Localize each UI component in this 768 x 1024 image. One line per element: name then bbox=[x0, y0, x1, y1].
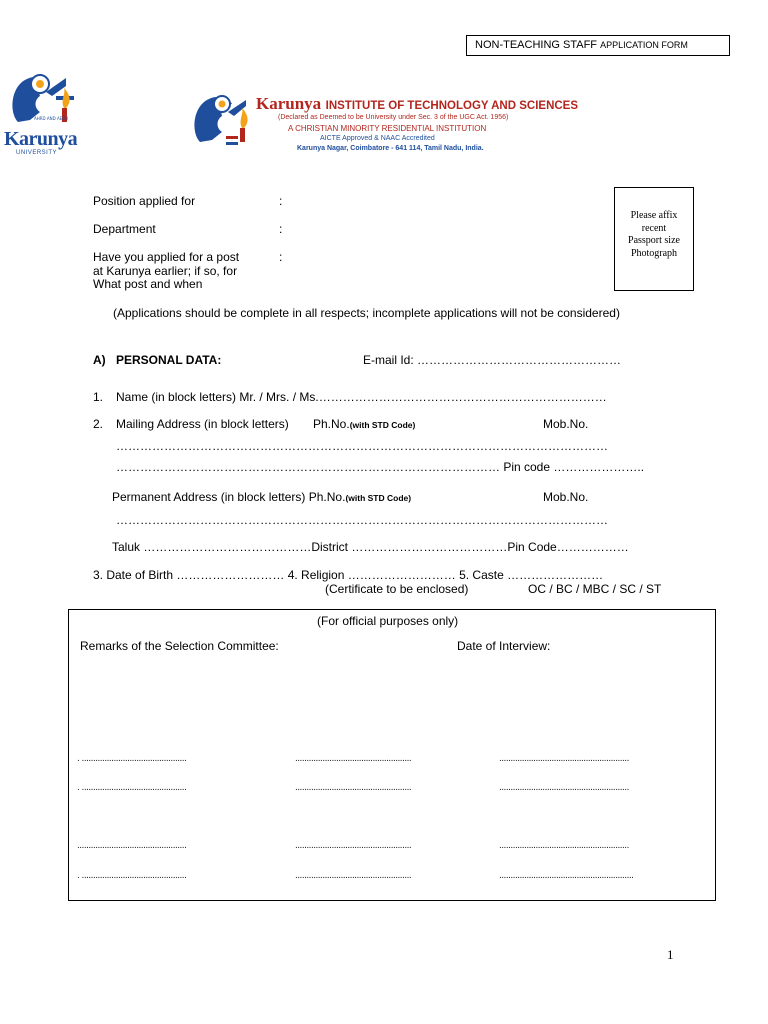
permanent-mobile-field[interactable]: Mob.No. bbox=[543, 490, 589, 504]
department-colon: : bbox=[279, 222, 283, 236]
page-number: 1 bbox=[667, 947, 674, 962]
photo-box-line2: recent bbox=[641, 222, 667, 234]
taluk-district-pincode-line[interactable]: Taluk ……………………………………District …………………………………Pin Code……………… bbox=[112, 540, 629, 554]
applied-earlier-label-line1: Have you applied for a post bbox=[93, 250, 240, 264]
interview-date-label: Date of Interview: bbox=[457, 639, 551, 653]
certificate-note: (Certificate to be enclosed) bbox=[325, 582, 469, 596]
photo-box bbox=[614, 187, 694, 291]
mailing-address-label: Mailing Address (in block letters) bbox=[116, 417, 289, 431]
remarks-label: Remarks of the Selection Committee: bbox=[80, 639, 279, 653]
dob-religion-caste-line[interactable]: 3. Date of Birth ……………………… 4. Religion ……………………… 5. Caste …………………… bbox=[93, 568, 604, 582]
name-number: 1. bbox=[93, 390, 104, 404]
mailing-phone-std: (with STD Code) bbox=[349, 420, 416, 430]
position-label: Position applied for bbox=[93, 194, 196, 208]
form-code-small: APPLICATION FORM bbox=[600, 40, 688, 50]
permanent-address-label[interactable] bbox=[112, 490, 411, 505]
signature-line-4a[interactable]: . .............................................. bbox=[77, 870, 187, 881]
section-title: PERSONAL DATA: bbox=[116, 353, 222, 367]
photo-box-line3: Passport size bbox=[628, 235, 680, 246]
caste-options: OC / BC / MBC / SC / ST bbox=[528, 582, 662, 596]
department-field[interactable] bbox=[292, 216, 592, 236]
letterhead-institute: INSTITUTE OF TECHNOLOGY AND SCIENCES bbox=[325, 100, 579, 112]
letterhead-title bbox=[256, 94, 578, 114]
logo-wordmark: Karunya bbox=[4, 128, 78, 150]
mailing-address-line2-pincode[interactable]: …………………………………………………………………………………… Pin code ………………….. bbox=[116, 460, 645, 474]
signature-line-4c[interactable]: ........................................................... bbox=[499, 870, 634, 881]
mailing-phone-label[interactable] bbox=[313, 417, 415, 432]
karunya-emblem-icon bbox=[4, 70, 80, 132]
signature-line-2b[interactable]: ................................................... bbox=[295, 782, 412, 793]
permanent-address-line[interactable]: …………………………………………………………………………………………………………… bbox=[116, 513, 608, 527]
seal-text: AHRD AND AERO bbox=[34, 116, 69, 121]
institute-emblem-icon bbox=[190, 92, 252, 152]
signature-line-1b[interactable]: ................................................... bbox=[295, 753, 412, 764]
official-use-box bbox=[68, 609, 716, 901]
form-code-main: NON-TEACHING STAFF bbox=[475, 39, 601, 51]
signature-line-1a[interactable]: . .............................................. bbox=[77, 753, 187, 764]
applied-earlier-colon: : bbox=[279, 250, 283, 264]
photo-box-line4: Photograph bbox=[630, 247, 678, 259]
mailing-address-line1[interactable]: …………………………………………………………………………………………………………… bbox=[116, 439, 608, 453]
name-field[interactable]: Name (in block letters) Mr. / Mrs. / Ms.……………………………………………………………… bbox=[116, 390, 607, 404]
signature-line-3a[interactable]: ................................................ bbox=[77, 840, 187, 851]
letterhead-deemed-line: (Declared as Deemed to be University under Sec. 3 of the UGC Act. 1956) bbox=[278, 114, 509, 121]
signature-line-4b[interactable]: ................................................... bbox=[295, 870, 412, 881]
position-colon: : bbox=[279, 194, 283, 208]
letterhead-accreditation: AICTE Approved & NAAC Accredited bbox=[320, 135, 435, 142]
applied-earlier-label-line3: What post and when bbox=[93, 277, 203, 291]
permanent-phone-std: (with STD Code) bbox=[345, 493, 412, 503]
position-field[interactable] bbox=[292, 188, 592, 208]
section-marker: A) bbox=[93, 353, 106, 367]
mailing-phone-text: Ph.No. bbox=[313, 417, 350, 431]
photo-box-line1: Please affix bbox=[630, 210, 678, 221]
signature-line-3b[interactable]: ................................................... bbox=[295, 840, 412, 851]
mailing-mobile-field[interactable]: Mob.No. bbox=[543, 417, 589, 431]
university-logo bbox=[4, 70, 80, 160]
signature-line-2a[interactable]: . .............................................. bbox=[77, 782, 187, 793]
email-field[interactable]: E-mail Id: …………………………………………… bbox=[363, 353, 622, 367]
mailing-number: 2. bbox=[93, 417, 104, 431]
institute-letterhead bbox=[190, 92, 590, 156]
letterhead-name: Karunya bbox=[256, 94, 322, 113]
logo-subtext: UNIVERSITY bbox=[16, 150, 58, 156]
department-label: Department bbox=[93, 222, 156, 236]
completeness-notice: (Applications should be complete in all respects; incomplete applications will not be considered) bbox=[113, 306, 620, 320]
applied-earlier-field[interactable] bbox=[292, 246, 592, 290]
applied-earlier-label-line2: at Karunya earlier; if so, for bbox=[93, 264, 238, 278]
signature-line-2c[interactable]: ......................................................... bbox=[499, 782, 629, 793]
signature-line-1c[interactable]: ......................................................... bbox=[499, 753, 629, 764]
signature-line-3c[interactable]: ......................................................... bbox=[499, 840, 629, 851]
letterhead-address: Karunya Nagar, Coimbatore - 641 114, Tamil Nadu, India. bbox=[297, 145, 484, 152]
permanent-address-text: Permanent Address (in block letters) Ph.No. bbox=[112, 490, 346, 504]
form-code-box bbox=[466, 35, 730, 56]
official-heading: (For official purposes only) bbox=[317, 614, 459, 628]
letterhead-minority-line: A CHRISTIAN MINORITY RESIDENTIAL INSTITUTION bbox=[288, 124, 487, 133]
